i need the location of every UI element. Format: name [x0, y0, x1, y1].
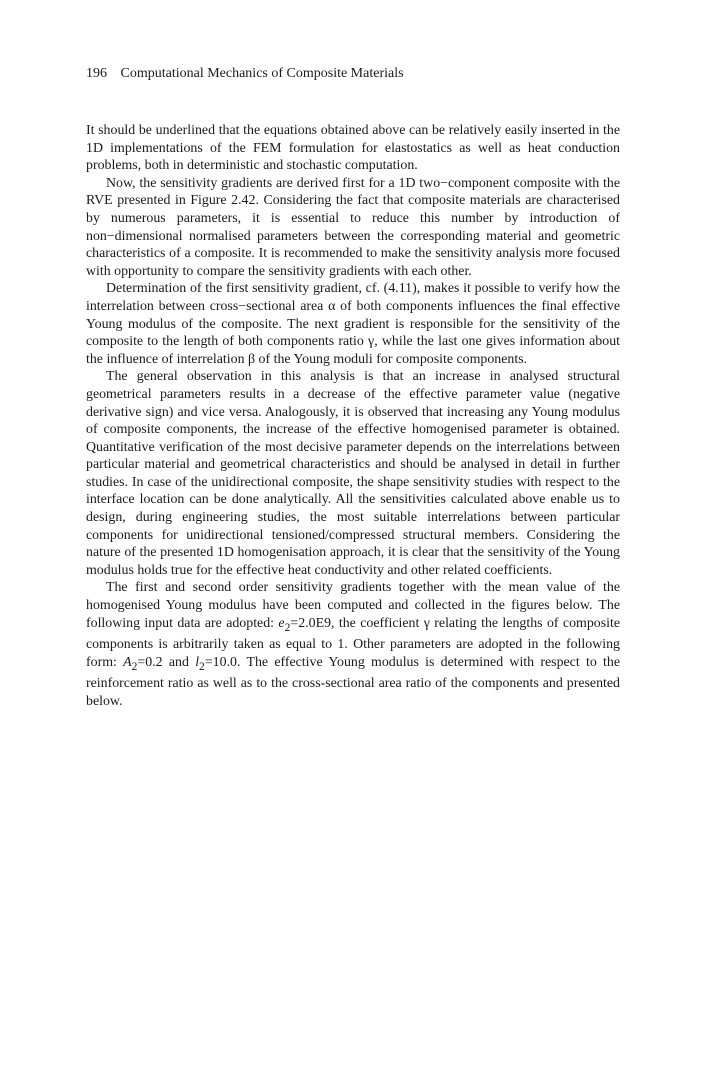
book-page	[86, 64, 620, 710]
a-symbol: A	[123, 654, 132, 670]
paragraph-text: =0.2 and	[137, 654, 196, 670]
paragraph-text: It should be underlined that the equations obtained above can be relatively easily inserted in the 1D implementations of the FEM formulation for elastostatics as well as heat conduction problems, both in deterministic and stochastic computation.	[86, 123, 620, 174]
paragraph-intro	[86, 122, 620, 175]
e-symbol: e	[278, 615, 285, 631]
a-subscript: 2	[131, 659, 138, 673]
gamma-symbol: γ	[423, 615, 430, 631]
paragraph-text: The general observation in this analysis is that an increase in analysed structural geometrical parameters results in a decrease of the effective parameter value (negative derivative sign) and vice versa. Analogously, it is observed that increasing any Young modulus of composite components, the increase of the effective homogenised parameter is obtained. Quantitative verification of the most decisive parameter depends on the interrelations between particular material and geometrical characteristics and should be analysed in detail in further studies. In case of the unidirectional composite, the shape sensitivity studies with respect to the interface location can be done analytically. All the sensitivities calculated above enable us to design, during engineering studies, the most suitable interrelations between particular components for unidirectional tensioned/compressed structural members. Considering the nature of the presented 1D homogenisation approach, it is clear that the sensitivity of the Young modulus holds true for the effective heat conductivity and other related coefficients.	[86, 369, 620, 578]
paragraph-text: of the Young moduli for composite components.	[255, 351, 528, 367]
l-subscript: 2	[199, 659, 205, 673]
paragraph-text: Now, the sensitivity gradients are derived first for a 1D two−component composite with the RVE presented in Figure 2.42. Considering the fact that composite materials are characterised by numerous parameters, it is essential to reduce this number by introduction of non−dimensional normalised parameters between the corresponding material and geometric characteristics of a composite. It is recommended to make the sensitivity analysis more focused with opportunity to compare the sensitivity gradients with each other.	[86, 175, 620, 279]
alpha-symbol: α	[328, 298, 336, 314]
l-symbol: l	[195, 654, 200, 670]
gamma-symbol: γ	[368, 334, 375, 350]
paragraph-text: , while the last one gives information about the influence of interrelation	[86, 334, 620, 367]
paragraph-text: Determination of the first sensitivity gradient, cf. (4.11), makes it possible to verify how the interrelation between cross−sectional area	[86, 281, 620, 314]
paragraph-general-observation	[86, 368, 620, 579]
paragraph-text: of both components influences the final effective Young modulus of the composite. The next gradient is responsible for the sensitivity of the composite to the length of both components ratio	[86, 298, 620, 350]
paragraph-text: =2.0E9, the coefficient	[290, 615, 424, 631]
paragraph-text: =10.0. The effective Young modulus is determined with respect to the reinforcement ratio as well as to the cross-sectional area ratio of the components and presented below.	[86, 654, 620, 709]
paragraph-sensitivity-gradients	[86, 175, 620, 281]
paragraph-input-data	[86, 579, 620, 710]
page-number: 196	[86, 66, 107, 81]
paragraph-first-sensitivity	[86, 280, 620, 368]
beta-symbol: β	[248, 351, 256, 367]
running-head	[86, 64, 620, 84]
e-subscript: 2	[284, 620, 291, 634]
book-title: Computational Mechanics of Composite Materials	[120, 66, 404, 81]
paragraph-text: relating the lengths of composite components is arbitrarily taken as equal to 1. Other parameters are adopted in the following form:	[86, 615, 620, 670]
body-text	[86, 122, 620, 710]
paragraph-text: The first and second order sensitivity gradients together with the mean value of the homogenised Young modulus have been computed and collected in the figures below. The following input data are adopted:	[86, 580, 620, 631]
